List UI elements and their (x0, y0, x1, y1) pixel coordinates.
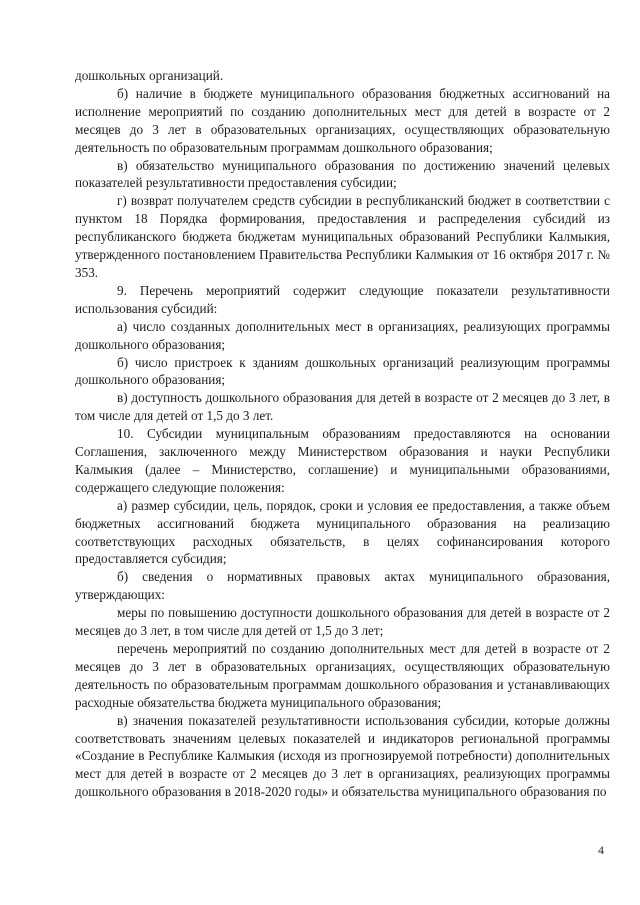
paragraph-condition-b: б) наличие в бюджете муниципального образования бюджетных ассигнований на исполнение мероприятий по созданию дополнительных мест для детей в возрасте от 2 месяцев до 3 лет в образовательных организациях, осуществляющих образовательную деятельность по образовательным программам дошкольного образования; (75, 85, 610, 155)
paragraph-indicator-a: а) число созданных дополнительных мест в организациях, реализующих программы дошкольного образования; (75, 318, 610, 352)
paragraph-provision-a: а) размер субсидии, цель, порядок, сроки и условия ее предоставления, а также объем бюджетных ассигнований бюджета муниципального образования на реализацию соответствующих расходных обязательств, в целях софинансирования которого предоставляется субсидия; (75, 497, 610, 567)
paragraph-provision-b: б) сведения о нормативных правовых актах муниципального образования, утверждающих: (75, 569, 610, 603)
paragraph-provision-v: в) значения показателей результативности использования субсидии, которые должны соответствовать значениям целевых показателей и индикаторов региональной программы «Создание в Республике Калмыкия (исходя из прогнозируемой потребности) дополнительных мест для детей в возрасте от 2 месяцев до 3 лет в организациях, реализующих программы дошкольного образования в 2018-2020 годы» и обязательства муниципального образования по (75, 712, 610, 800)
page-number: 4 (598, 843, 604, 857)
paragraph-item-9: 9. Перечень мероприятий содержит следующие показатели результативности использования субсидий: (75, 282, 610, 316)
paragraph-indicator-v: в) доступность дошкольного образования для детей в возрасте от 2 месяцев до 3 лет, в том числе для детей от 1,5 до 3 лет. (75, 390, 610, 424)
paragraph-measures: меры по повышению доступности дошкольного образования для детей в возрасте от 2 месяцев до 3 лет, в том числе для детей от 1,5 до 3 лет; (75, 605, 610, 639)
body-text (75, 67, 610, 801)
paragraph-condition-v: в) обязательство муниципального образования по достижению значений целевых показателей результативности предоставления субсидии; (75, 157, 610, 191)
paragraph-item-10: 10. Субсидии муниципальным образованиям предоставляются на основании Соглашения, заключенного между Министерством образования и науки Республики Калмыкия (далее – Министерство, соглашение) и муниципальными образованиями, содержащего следующие положения: (75, 426, 610, 495)
paragraph-condition-g: г) возврат получателем средств субсидии в республиканский бюджет в соответствии с пунктом 18 Порядка формирования, предоставления и распределения субсидий из республиканского бюджета бюджетам муниципальных образований Республики Калмыкия, утвержденного постановлением Правительства Республики Калмыкия от 16 октября 2017 г. № 353. (75, 193, 610, 280)
paragraph-indicator-b: б) число пристроек к зданиям дошкольных организаций реализующим программы дошкольного образования; (75, 354, 610, 388)
paragraph-continuation: дошкольных организаций. (75, 68, 224, 83)
paragraph-list-of-measures: перечень мероприятий по созданию дополнительных мест для детей в возрасте от 2 месяцев до 3 лет в образовательных организациях, осуществляющих образовательную деятельность по образовательным программам дошкольного образования и устанавливающих расходные обязательства бюджета муниципального образования; (75, 641, 610, 710)
